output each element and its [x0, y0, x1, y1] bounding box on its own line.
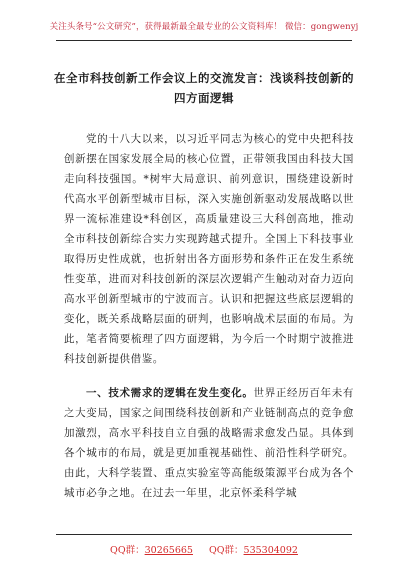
footer-qq1-label: QQ群： [110, 545, 145, 556]
document-title [40, 68, 368, 108]
footer [0, 542, 408, 556]
header-divider [56, 40, 352, 41]
document-body [64, 129, 354, 503]
footer-qq2-label: QQ群： [208, 545, 244, 556]
paragraph-section-1 [64, 383, 354, 503]
footer-divider [56, 534, 352, 535]
footer-qq1-link[interactable]: 30265665 [144, 545, 193, 556]
paragraph-intro: 党的十八大以来，以习近平同志为核心的党中央把科技创新摆在国家发展全局的核心位置，正带领我国由科技大国走向科技强国。*树牢大局意识、前列意识，围绕建设新时代高水平创新型城市目标，深入实施创新驱动发展战略以世界一流标准建设*科创区，高质量建设三大科创高地，推动全市科技创新综合实力实现跨越式提升。全国上下科技事业取得历史性成就，也折射出各方面形势和条件正在发生系统性变革，进而对科技创新的深层次逻辑产生触动对奋力迈向高水平创新型城市的宁波而言。认识和把握这些底层逻辑的变化，既关系战略层面的研判，也影响战术层面的布局。为此，笔者简要梳理了四方面逻辑，为今后一个时期宁波推进科技创新提供借鉴。 [64, 133, 354, 365]
header-banner: 关注头条号“公文研究”，获得最新最全最专业的公文资料库！ 微信：gongwenyj [49, 22, 359, 32]
section-1-text: 世界正经历百年未有之大变局，国家之间围绕科技创新和产业链制高点的竞争愈加激烈，高水平科技自立自强的战略需求愈发凸显。具体到各个城市的布局，就是更加重视基础性、前沿性科学研究。由此，大科学装置、重点实验室等高能级策源平台成为各个城市必争之地。在过去一年里，北京怀柔科学城 [64, 387, 355, 499]
title-line-2: 四方面逻辑 [174, 91, 234, 105]
section-1-heading: 一、技术需求的逻辑在发生变化。 [86, 387, 254, 399]
footer-qq2-link[interactable]: 535304092 [243, 545, 298, 556]
title-line-1: 在全市科技创新工作会议上的交流发言：浅谈科技创新的 [54, 71, 354, 85]
